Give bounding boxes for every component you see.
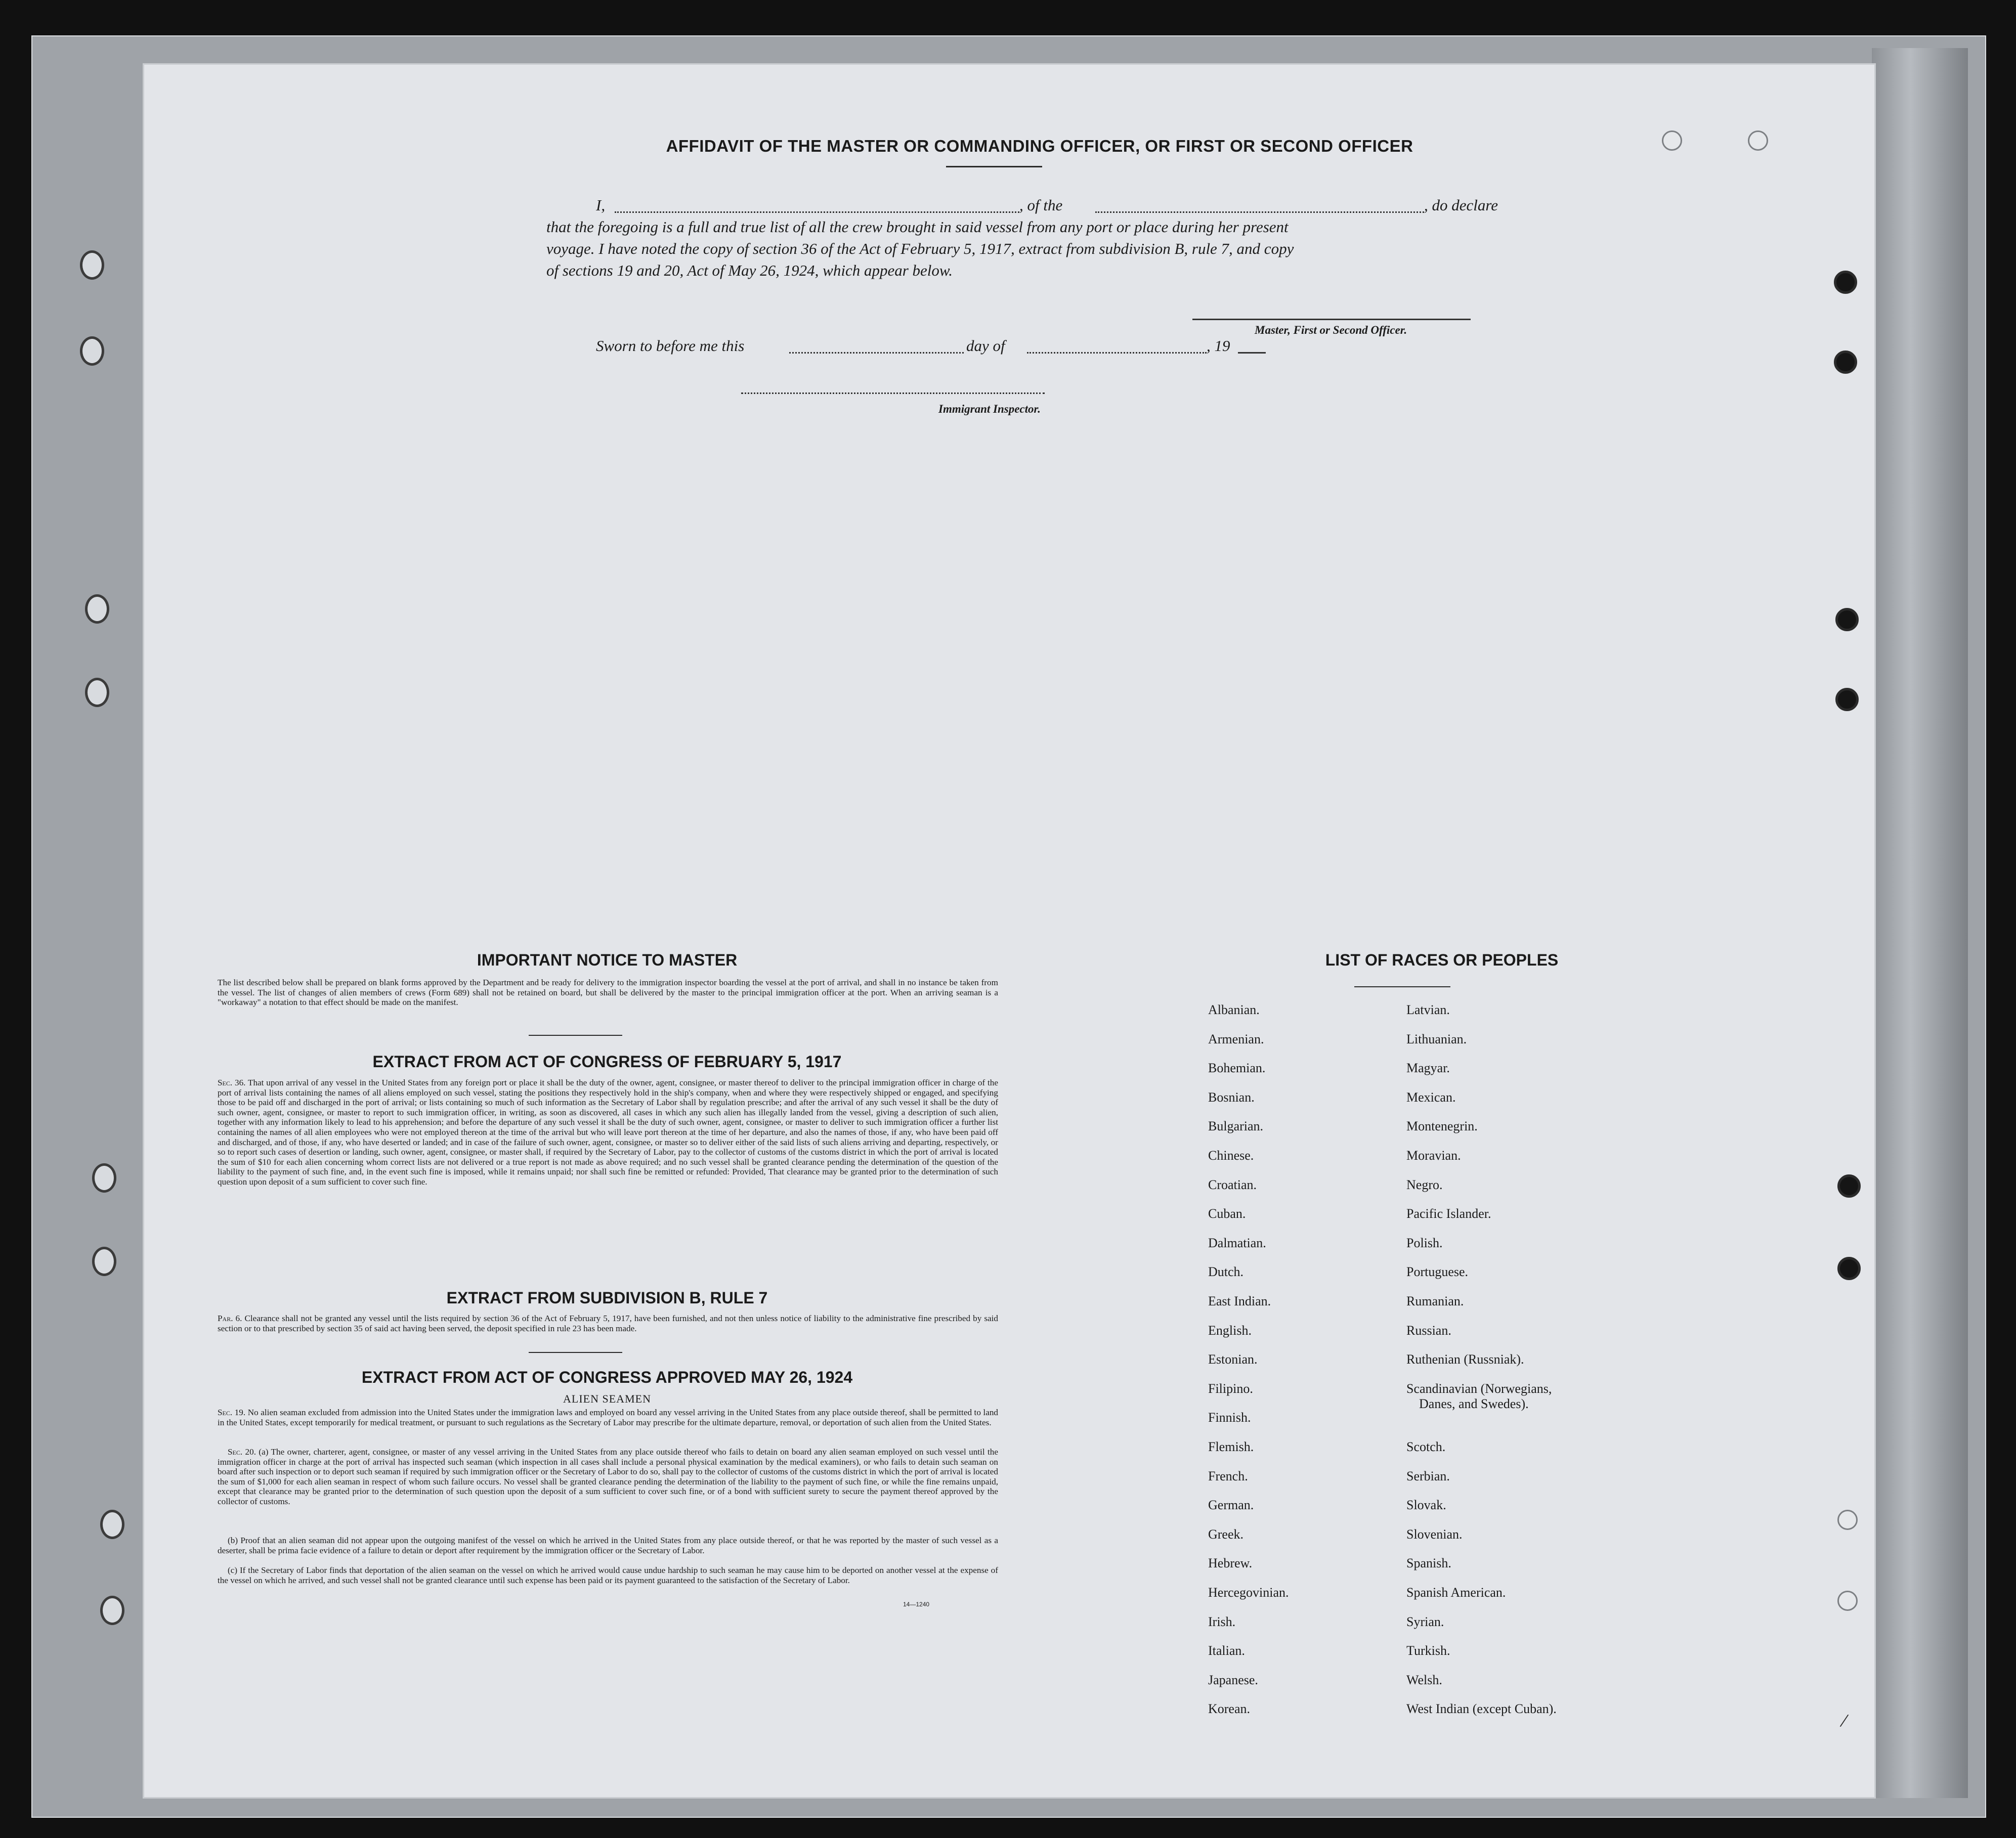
extract-1924-sec19 bbox=[218, 1408, 998, 1427]
alien-seamen-subtitle: ALIEN SEAMEN bbox=[563, 1392, 651, 1405]
race-item: Magyar. bbox=[1406, 1061, 1450, 1076]
sec19-lead: Sec. 19. bbox=[218, 1408, 246, 1417]
affidavit-line-3: voyage. I have noted the copy of section 36 of the Act of February 5, 1917, extract from subdivision B, rule 7, and copy bbox=[546, 240, 1294, 257]
binder-hole bbox=[1834, 351, 1857, 374]
race-item: Italian. bbox=[1208, 1643, 1245, 1658]
extract-rule7-title: EXTRACT FROM SUBDIVISION B, RULE 7 bbox=[446, 1289, 768, 1307]
race-item: Moravian. bbox=[1406, 1148, 1461, 1163]
race-item: Dalmatian. bbox=[1208, 1235, 1266, 1250]
sworn-label: Sworn to before me this bbox=[596, 337, 745, 355]
binder-hole bbox=[1834, 271, 1857, 294]
race-item: Flemish. bbox=[1208, 1439, 1254, 1454]
race-item: Negro. bbox=[1406, 1177, 1443, 1192]
race-item: Russian. bbox=[1406, 1323, 1451, 1338]
binder-hole bbox=[1837, 1174, 1861, 1198]
extract-1924-sec20a bbox=[218, 1447, 998, 1507]
form-number: 14—1240 bbox=[903, 1601, 930, 1608]
affiant-name-line[interactable] bbox=[615, 211, 1019, 213]
race-item: Turkish. bbox=[1406, 1643, 1450, 1658]
race-item: Hebrew. bbox=[1208, 1556, 1253, 1571]
notice-text: The list described below shall be prepared on blank forms approved by the Department and be ready for delivery to the immigration inspector boarding the vessel at the port of arrival, and shall in no instance be taken from the vessel. The list of changes of alien members of crews (Form 689) shall not be retained on board, but shall be delivered by the master to the principal immigration officer at the port. When an arriving seaman is a "workaway" a notation to that effect should be made on the manifest. bbox=[218, 978, 998, 1008]
rule7-rule bbox=[529, 1352, 622, 1353]
master-signature-label: Master, First or Second Officer. bbox=[1255, 324, 1407, 336]
race-item: Slovenian. bbox=[1406, 1526, 1463, 1542]
sworn-day-line[interactable] bbox=[789, 352, 964, 354]
affidavit-line-2: that the foregoing is a full and true list of all the crew brought in said vessel from any port or place during her present bbox=[546, 218, 1289, 236]
race-item: Spanish. bbox=[1406, 1556, 1451, 1571]
binder-hole bbox=[100, 1596, 124, 1625]
year-prefix-label: , 19 bbox=[1207, 337, 1230, 355]
binder-hole bbox=[1662, 130, 1682, 151]
binder-hole bbox=[80, 336, 104, 366]
race-item: Greek. bbox=[1208, 1526, 1244, 1542]
race-item: Lithuanian. bbox=[1406, 1031, 1467, 1046]
race-item: Korean. bbox=[1208, 1701, 1251, 1717]
race-item: Portuguese. bbox=[1406, 1264, 1469, 1280]
extract-1924-title: EXTRACT FROM ACT OF CONGRESS APPROVED MAY 26, 1924 bbox=[361, 1368, 853, 1386]
binder-hole bbox=[100, 1510, 124, 1539]
extract-1924-sec20c: (c) If the Secretary of Labor finds that deportation of the alien seaman on the vessel on which he arrived would cause undue hardship to such seaman he may cause him to be deported on another vessel at the expense of the vessel on which he arrived, and such vessel shall not be granted clearance until such expense has been paid or its payment guaranteed to the satisfaction of the Secretary of Labor. bbox=[218, 1565, 998, 1585]
race-item: Dutch. bbox=[1208, 1264, 1244, 1280]
race-item: Armenian. bbox=[1208, 1031, 1264, 1046]
sec19-body: No alien seaman excluded from admission into the United States under the immigration laws and employed on board any vessel arriving in the United States from any place outside thereof, shall be permitted to land in the United States, except temporarily for medical treatment, or pursuant to such regulations as the Secretary of Labor may prescribe for the ultimate departure, removal, or deportation of such alien from the United States. bbox=[218, 1408, 999, 1427]
race-item: Bohemian. bbox=[1208, 1061, 1266, 1076]
race-item: German. bbox=[1208, 1498, 1254, 1513]
extract-1924-sec20b: (b) Proof that an alien seaman did not appear upon the outgoing manifest of the vessel on which he arrived in the United States from any place outside thereof, or that he was reported by the master of such vessel as a deserter, shall be prima facie evidence of a failure to detain or deport after requirement by the immigration officer or the Secretary of Labor. bbox=[218, 1536, 998, 1555]
race-item: Serbian. bbox=[1406, 1468, 1450, 1483]
race-item: Scotch. bbox=[1406, 1439, 1446, 1454]
races-title-rule bbox=[1354, 986, 1450, 987]
race-item: French. bbox=[1208, 1468, 1248, 1483]
race-item: Spanish American. bbox=[1406, 1585, 1506, 1600]
vessel-name-line[interactable] bbox=[1095, 211, 1424, 213]
race-item: Cuban. bbox=[1208, 1206, 1246, 1221]
binder-hole bbox=[92, 1163, 116, 1193]
race-item: Finnish. bbox=[1208, 1410, 1251, 1425]
binder-hole bbox=[85, 594, 109, 624]
binder-hole bbox=[1837, 1257, 1861, 1280]
affidavit-title: AFFIDAVIT OF THE MASTER OR COMMANDING OFFICER, OR FIRST OR SECOND OFFICER bbox=[666, 137, 1413, 155]
race-item: Syrian. bbox=[1406, 1614, 1444, 1629]
race-item: Montenegrin. bbox=[1406, 1119, 1478, 1134]
race-item: Welsh. bbox=[1406, 1672, 1442, 1687]
affidavit-line-4: of sections 19 and 20, Act of May 26, 1924, which appear below. bbox=[546, 261, 953, 279]
binder-hole bbox=[1748, 130, 1768, 151]
pencil-mark: / bbox=[1838, 1709, 1850, 1732]
affidavit-i-label: I, bbox=[596, 196, 606, 214]
extract-1917-title: EXTRACT FROM ACT OF CONGRESS OF FEBRUARY 5, 1917 bbox=[372, 1053, 842, 1071]
race-item: Chinese. bbox=[1208, 1148, 1254, 1163]
notice-title: IMPORTANT NOTICE TO MASTER bbox=[477, 951, 738, 969]
extract-1917-lead: Sec. 36. bbox=[218, 1078, 246, 1087]
race-item: Bosnian. bbox=[1208, 1089, 1255, 1105]
binder-hole bbox=[1837, 1591, 1858, 1611]
sec20-lead: Sec. 20. bbox=[228, 1447, 256, 1457]
notice-rule bbox=[529, 1035, 622, 1036]
sworn-month-line[interactable] bbox=[1027, 352, 1207, 354]
day-of-label: day of bbox=[966, 337, 1005, 355]
extract-1917-text bbox=[218, 1078, 998, 1187]
binder-hole bbox=[1835, 688, 1859, 711]
extract-rule7-text bbox=[218, 1314, 998, 1333]
binder-hole bbox=[1837, 1510, 1858, 1530]
race-item: English. bbox=[1208, 1323, 1252, 1338]
race-item: Mexican. bbox=[1406, 1089, 1456, 1105]
race-item: Danes, and Swedes). bbox=[1419, 1396, 1529, 1411]
binder-hole bbox=[92, 1247, 116, 1276]
race-item: East Indian. bbox=[1208, 1294, 1271, 1308]
master-signature-line[interactable] bbox=[1192, 319, 1471, 320]
inspector-label: Immigrant Inspector. bbox=[938, 403, 1041, 415]
race-item: Polish. bbox=[1406, 1235, 1443, 1250]
race-item: Irish. bbox=[1208, 1614, 1236, 1629]
race-item: Scandinavian (Norwegians, bbox=[1406, 1381, 1552, 1396]
race-item: Japanese. bbox=[1208, 1672, 1258, 1687]
race-item: Slovak. bbox=[1406, 1498, 1446, 1513]
race-item: Estonian. bbox=[1208, 1352, 1258, 1367]
sworn-year-line[interactable] bbox=[1238, 352, 1266, 354]
sec20a-body: (a) The owner, charterer, agent, consignee, or master of any vessel arriving in the United States from any place outside thereof who fails to detain on board any alien seaman employed on such vessel until the immigration officer in charge at the port of arrival has inspected such seaman (which inspection in all cases shall include a personal physical examination by the medical examiners), or who fails to detain such seaman on board after such inspection or to deport such seaman if required by such immigration officer or the Secretary of Labor to do so, shall pay to the collector of customs of the customs district in which the port of arrival is located the sum of $1,000 for each alien seaman in respect of whom such failure occurs. No vessel shall be granted clearance pending the determination of the liability to the payment of such fine, or while the fine remains unpaid, except that clearance may be granted prior to the determination of such question upon the deposit of a sum sufficient to cover such fine, or of a bond with sufficient surety to secure the payment thereof approved by the collector of customs. bbox=[218, 1447, 998, 1506]
document-page bbox=[144, 65, 1874, 1797]
binder-hole bbox=[80, 250, 104, 280]
extract-rule7-body: Clearance shall not be granted any vessel until the lists required by section 36 of the Act of February 5, 1917, have been furnished, and not then unless notice of liability to the administrative fine prescribed by said section or to that prescribed by section 35 of said act having been served, the deposit specified in rule 23 has been made. bbox=[218, 1314, 998, 1333]
race-item: West Indian (except Cuban). bbox=[1406, 1701, 1557, 1717]
race-item: Rumanian. bbox=[1406, 1294, 1464, 1308]
binder-spine bbox=[1872, 48, 1968, 1798]
race-item: Pacific Islander. bbox=[1406, 1206, 1491, 1221]
binder-hole bbox=[1835, 608, 1859, 631]
affidavit-declare-label: , do declare bbox=[1424, 196, 1498, 214]
extract-rule7-lead: Par. 6. bbox=[218, 1314, 242, 1323]
race-item: Bulgarian. bbox=[1208, 1119, 1264, 1134]
extract-1917-body: That upon arrival of any vessel in the United States from any foreign port or place it shall be the duty of the owner, agent, consignee, or master thereof to deliver to the principal immigration officer in charge of the port of arrival lists containing the names of all aliens employed on such vessel, stating the positions they respectively hold in the ship's company, when and where they were respectively shipped or engaged, and specifying those to be paid off and discharged in the port of arrival; or lists containing so much of such information as the Secretary of Labor shall by regulation prescribe; and after the arrival of any such vessel it shall be the duty of such owner, agent, consignee, or master to report to such immigration officer, in writing, as soon as discovered, all cases in which any such alien has illegally landed from the vessel, giving a description of such alien, together with any information likely to lead to his apprehension; and before the departure of any such vessel it shall be the duty of such owner, agent, consignee, or master to deliver to such immigration officer a further list containing the names of all alien employees who were not employed thereon at the time of the arrival but who will leave port thereon at the time of her departure, and also the names of those, if any, who have been paid off and discharged, and of those, if any, who have deserted or landed; and in case of the failure of such owner, agent, consignee, or master so to deliver either of the said lists of such aliens arriving and departing, respectively, or so to report such cases of desertion or landing, such owner, agent, consignee, or master shall, if required by the Secretary of Labor, pay to the collector of customs of the customs district in which the port of arrival is located the sum of $10 for each alien concerning whom correct lists are not delivered or a true report is not made as above required; and no such vessel shall be granted clearance pending the determination of the question of the liability to the payment of such fine, and, in the event such fine is imposed, while it remains unpaid; nor shall such fine be remitted or refunded: Provided, That clearance may be granted prior to the determination of such question upon deposit of a sum sufficient to cover such fine. bbox=[218, 1078, 998, 1187]
race-item: Hercegovinian. bbox=[1208, 1585, 1289, 1600]
races-title: LIST OF RACES OR PEOPLES bbox=[1325, 951, 1559, 969]
race-item: Ruthenian (Russniak). bbox=[1406, 1352, 1524, 1367]
inspector-signature-line[interactable] bbox=[741, 392, 1045, 394]
affidavit-title-rule bbox=[946, 166, 1042, 167]
race-item: Latvian. bbox=[1406, 1002, 1450, 1017]
race-item: Croatian. bbox=[1208, 1177, 1257, 1192]
race-item: Filipino. bbox=[1208, 1381, 1253, 1396]
binder-hole bbox=[85, 678, 109, 707]
affidavit-of-the-label: , of the bbox=[1019, 196, 1063, 214]
race-item: Albanian. bbox=[1208, 1002, 1260, 1017]
